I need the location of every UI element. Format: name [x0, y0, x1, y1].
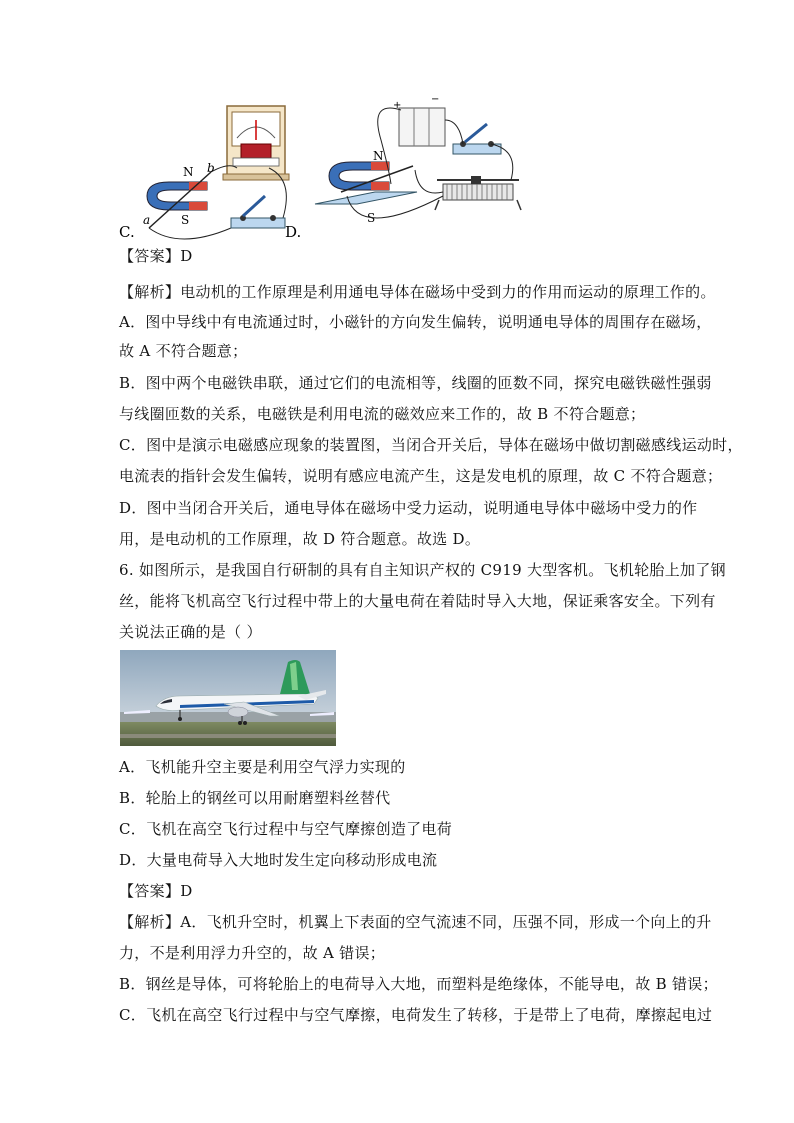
figure-c-diagram — [119, 106, 289, 241]
figure-d-diagram — [285, 94, 521, 241]
airplane-image — [120, 650, 336, 746]
battery-plus-label: + — [393, 100, 402, 111]
question-6-line-3: 关说法正确的是（ ） — [119, 623, 262, 641]
option-c: C．飞机在高空飞行过程中与空气摩擦创造了电荷 — [119, 820, 453, 838]
analysis2-a-line-2: 力，不是利用浮力升空的，故 A 错误； — [119, 944, 386, 962]
figure-c-a-label: a — [143, 213, 151, 227]
figure-d-option-label: D. — [285, 223, 302, 241]
analysis-a-line-2: 故 A 不符合题意； — [119, 342, 248, 360]
figure-c-b-label: b — [207, 161, 215, 175]
question-6-line-2: 丝，能将飞机高空飞行过程中带上的大量电荷在着陆时导入大地，保证乘客安全。下列有 — [119, 592, 716, 610]
figure-c-s-label: S — [181, 213, 190, 227]
figure-c-n-label: N — [183, 165, 194, 179]
answer-line-2: 【答案】D — [119, 882, 193, 900]
experiment-diagrams — [119, 94, 539, 245]
question-6-line-1: 6. 如图所示，是我国自行研制的具有自主知识产权的 C919 大型客机。飞机轮胎上加了钢 — [119, 561, 726, 579]
figures-c-d — [119, 94, 539, 245]
analysis2-b-line: B．钢丝是导体，可将轮胎上的电荷导入大地，而塑料是绝缘体，不能导电，故 B 错误； — [119, 975, 718, 993]
analysis2-a-line-1: 【解析】A．飞机升空时，机翼上下表面的空气流速不同，压强不同，形成一个向上的升 — [119, 913, 712, 931]
figure-d-n-label: N — [373, 149, 384, 163]
analysis-d-line-2: 用，是电动机的工作原理，故 D 符合题意。故选 D。 — [119, 530, 481, 548]
analysis-c-line-2: 电流表的指针会发生偏转，说明有感应电流产生，这是发电机的原理，故 C 不符合题意； — [119, 467, 723, 485]
analysis-b-line-1: B．图中两个电磁铁串联，通过它们的电流相等，线圈的匝数不同，探究电磁铁磁性强弱 — [119, 374, 712, 392]
option-b: B．轮胎上的钢丝可以用耐磨塑料丝替代 — [119, 789, 391, 807]
c919-airplane-photo — [120, 650, 336, 746]
option-a: A．飞机能升空主要是利用空气浮力实现的 — [119, 758, 406, 776]
analysis-a-line-1: A．图中导线中有电流通过时，小磁针的方向发生偏转，说明通电导体的周围存在磁场， — [119, 313, 712, 331]
analysis-d-line-1: D．图中当闭合开关后，通电导体在磁场中受力运动，说明通电导体中磁场中受力的作 — [119, 499, 698, 517]
analysis-b-line-2: 与线圈匝数的关系，电磁铁是利用电流的磁效应来工作的，故 B 不符合题意； — [119, 405, 646, 423]
figure-c-option-label: C. — [119, 223, 135, 241]
analysis-intro: 【解析】电动机的工作原理是利用通电导体在磁场中受到力的作用而运动的原理工作的。 — [119, 283, 716, 301]
analysis-c-line-1: C．图中是演示电磁感应现象的装置图，当闭合开关后，导体在磁场中做切割磁感线运动时， — [119, 436, 743, 454]
analysis2-c-line: C．飞机在高空飞行过程中与空气摩擦，电荷发生了转移，于是带上了电荷，摩擦起电过 — [119, 1006, 713, 1024]
answer-line-1: 【答案】D — [119, 247, 193, 265]
figure-d-s-label: S — [367, 211, 376, 225]
option-d: D．大量电荷导入大地时发生定向移动形成电流 — [119, 851, 438, 869]
battery-minus-label: − — [431, 94, 440, 105]
